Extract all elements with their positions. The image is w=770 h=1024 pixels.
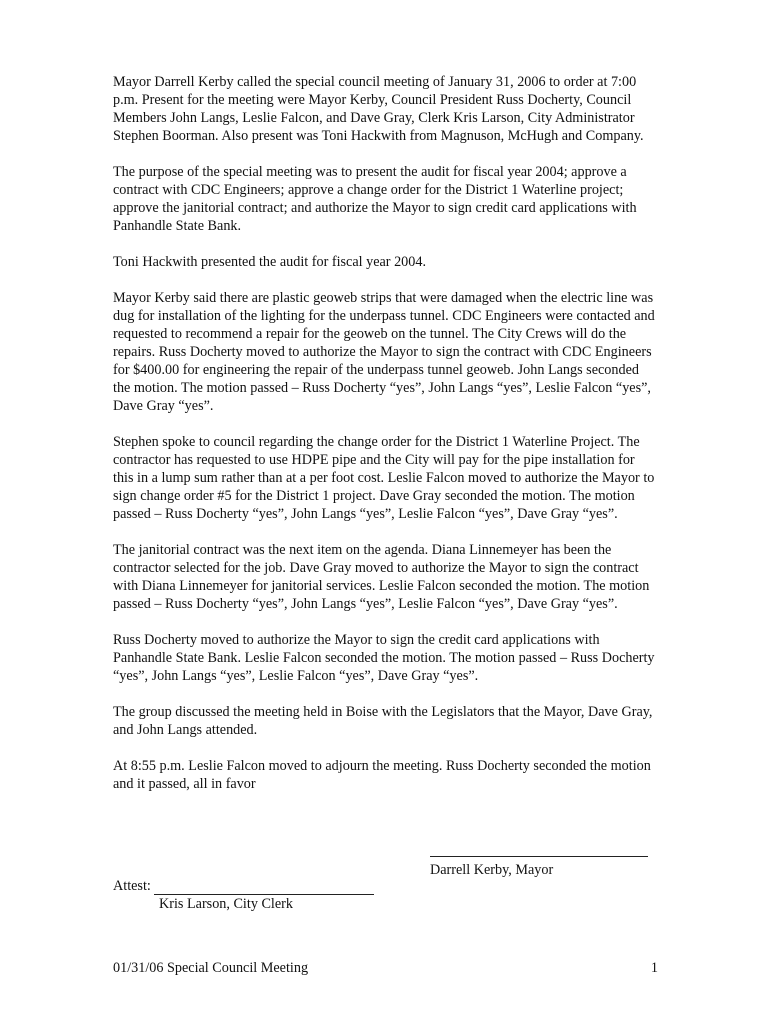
attest-block xyxy=(113,877,413,913)
paragraph-adjourn: At 8:55 p.m. Leslie Falcon moved to adjourn the meeting. Russ Docherty seconded the motion and it passed, all in favor xyxy=(113,758,651,792)
page-number: 1 xyxy=(650,960,658,976)
paragraph-purpose: The purpose of the special meeting was to present the audit for fiscal year 2004; approve a contract with CDC Engineers; approve a change order for the District 1 Waterline project; approve the janitorial contract; and authorize the Mayor to sign credit card applications with Panhandle State Bank. xyxy=(113,164,637,234)
clerk-signature-line xyxy=(154,880,374,895)
mayor-signature-block xyxy=(430,843,650,879)
attest-row xyxy=(113,877,413,895)
clerk-name: Kris Larson, City Clerk xyxy=(159,896,293,912)
minutes-body xyxy=(113,73,658,811)
page-footer xyxy=(113,959,658,977)
paragraph-credit-card: Russ Docherty moved to authorize the Mayor to sign the credit card applications with Panhandle State Bank. Leslie Falcon seconded the motion. The motion passed – Russ Docherty “yes”, John Langs “yes”, Leslie Falcon “yes”, Dave Gray “yes”. xyxy=(113,632,655,684)
paragraph-geoweb: Mayor Kerby said there are plastic geoweb strips that were damaged when the electric line was dug for installation of the lighting for the underpass tunnel. CDC Engineers were contacted and requested to recommend a repair for the geoweb on the tunnel. The City Crews will do the repairs. Russ Docherty moved to authorize the Mayor to sign the contract with CDC Engineers for $400.00 for engineering the repair of the underpass tunnel geoweb. John Langs seconded the motion. The motion passed – Russ Docherty “yes”, John Langs “yes”, Leslie Falcon “yes”, Dave Gray “yes”. xyxy=(113,290,655,414)
paragraph-audit: Toni Hackwith presented the audit for fiscal year 2004. xyxy=(113,254,426,270)
paragraph-call-to-order: Mayor Darrell Kerby called the special council meeting of January 31, 2006 to order at 7:00 p.m. Present for the meeting were Mayor Kerby, Council President Russ Docherty, Council Members John Langs, Leslie Falcon, and Dave Gray, Clerk Kris Larson, City Administrator Stephen Boorman. Also present was Toni Hackwith from Magnuson, McHugh and Company. xyxy=(113,74,644,144)
paragraph-janitorial: The janitorial contract was the next item on the agenda. Diana Linnemeyer has been the contractor selected for the job. Dave Gray moved to authorize the Mayor to sign the contract with Diana Linnemeyer for janitorial services. Leslie Falcon seconded the motion. The motion passed – Russ Docherty “yes”, John Langs “yes”, Leslie Falcon “yes”, Dave Gray “yes”. xyxy=(113,542,650,612)
paragraph-change-order: Stephen spoke to council regarding the change order for the District 1 Waterline Project. The contractor has requested to use HDPE pipe and the City will pay for the pipe installation for this in a lump sum rather than at a per foot cost. Leslie Falcon moved to authorize the Mayor to sign change order #5 for the District 1 project. Dave Gray seconded the motion. The motion passed – Russ Docherty “yes”, John Langs “yes”, Leslie Falcon “yes”, Dave Gray “yes”. xyxy=(113,434,655,522)
attest-label: Attest: xyxy=(113,878,151,894)
paragraph-boise-meeting: The group discussed the meeting held in Boise with the Legislators that the Mayor, Dave Gray, and John Langs attended. xyxy=(113,704,653,738)
footer-title: 01/31/06 Special Council Meeting xyxy=(113,960,309,976)
mayor-signature-line xyxy=(430,843,648,857)
mayor-name: Darrell Kerby, Mayor xyxy=(430,862,554,878)
